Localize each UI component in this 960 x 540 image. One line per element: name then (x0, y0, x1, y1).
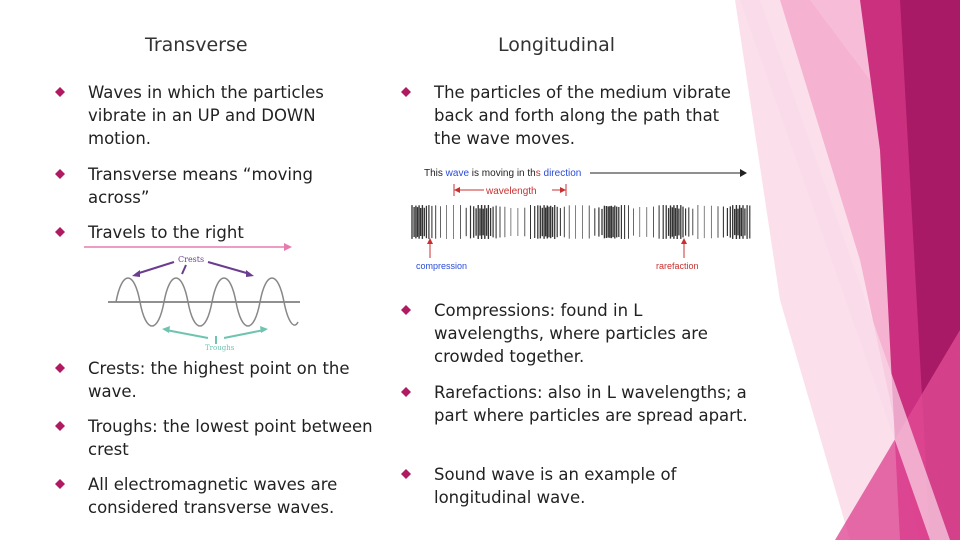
left-bullet-troughs (88, 415, 378, 461)
transverse-wave-diagram (108, 252, 304, 352)
direction-wave-word: wave (445, 168, 470, 179)
right-bullet-compressions (434, 299, 754, 368)
direction-suffix: direction (540, 168, 582, 179)
transverse-heading: Transverse (145, 34, 248, 56)
diamond-bullet-icon (401, 87, 411, 97)
bullet-text: The particles of the medium vibrate back and forth along the path that the wave moves. (434, 83, 731, 148)
diamond-bullet-icon (55, 227, 65, 237)
diamond-bullet-icon (401, 469, 411, 479)
bullet-text: Compressions: found in L wavelengths, where particles are crowded together. (434, 301, 708, 366)
longitudinal-wave-diagram (410, 160, 755, 275)
right-bullet-sound-wave (434, 463, 754, 509)
longitudinal-particle-lines (412, 205, 750, 239)
direction-prefix: This (424, 168, 446, 179)
diamond-bullet-icon (401, 387, 411, 397)
left-bullet-crests (88, 357, 378, 403)
longitudinal-heading: Longitudinal (498, 34, 616, 56)
svg-text:This wave is moving in ths dir (424, 168, 581, 179)
bullet-text: Troughs: the lowest point between crest (88, 417, 373, 459)
bullet-text: All electromagnetic waves are considered transverse waves. (88, 475, 338, 517)
rarefaction-label: rarefaction (656, 261, 699, 271)
diamond-bullet-icon (55, 421, 65, 431)
diamond-bullet-icon (55, 169, 65, 179)
bullet-text: Sound wave is an example of longitudinal wave. (434, 465, 677, 507)
diamond-bullet-icon (55, 87, 65, 97)
right-bullet-particles (434, 81, 744, 150)
bullet-text: Crests: the highest point on the wave. (88, 359, 350, 401)
direction-middle: is moving in th (469, 168, 536, 179)
bullet-text: Transverse means “moving across” (88, 165, 313, 207)
diamond-bullet-icon (401, 305, 411, 315)
bullet-text: Rarefactions: also in L wavelengths; a part where particles are spread apart. (434, 383, 748, 425)
diamond-bullet-icon (55, 479, 65, 489)
diamond-bullet-icon (55, 363, 65, 373)
left-bullet-moving-across (88, 163, 378, 209)
left-bullet-electromagnetic (88, 473, 378, 519)
right-bullet-rarefactions (434, 381, 754, 427)
troughs-label: Troughs (205, 344, 235, 352)
bullet-text: Waves in which the particles vibrate in an UP and DOWN motion. (88, 83, 324, 148)
crests-label: Crests (178, 255, 205, 264)
compression-label: compression (416, 261, 468, 271)
wavelength-label: wavelength (486, 186, 537, 197)
direction-s: s (535, 168, 541, 179)
bullet-text: Travels to the right (88, 223, 244, 242)
left-bullet-particles (88, 81, 378, 150)
